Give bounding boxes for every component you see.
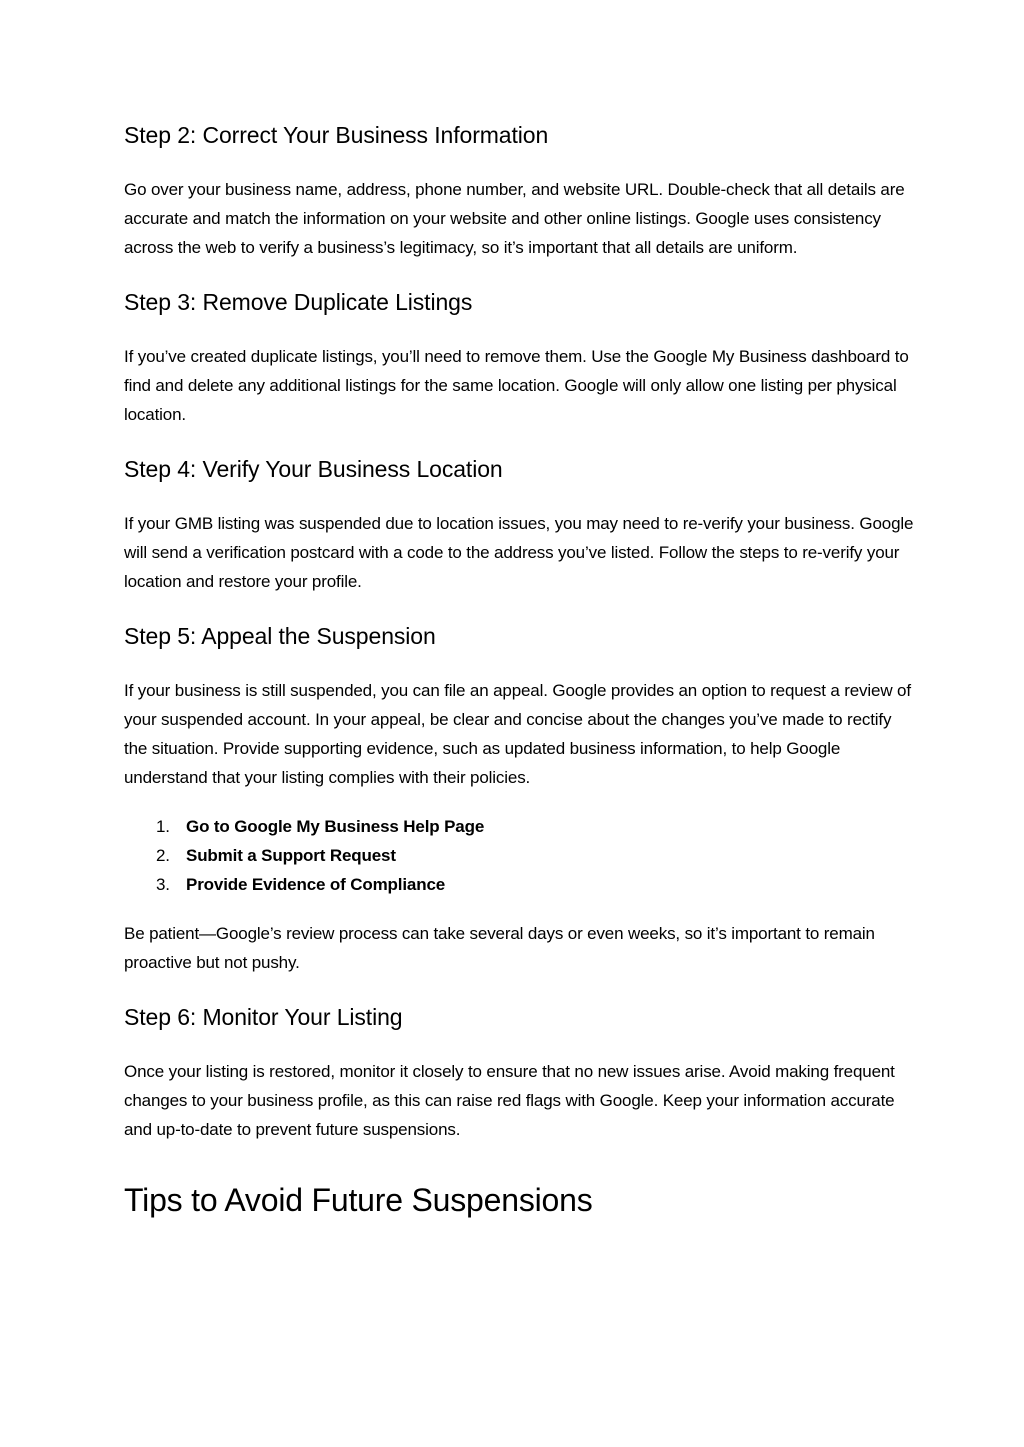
list-item: 1. Go to Google My Business Help Page [156, 817, 485, 836]
section-note-step-5: Be patient—Google’s review process can take several days or even weeks, so it’s important to remain proactive but not pushy. [124, 924, 875, 972]
section-heading-step-4: Step 4: Verify Your Business Location [124, 456, 503, 482]
list-item: 3. Provide Evidence of Compliance [156, 875, 446, 894]
section-heading-step-5: Step 5: Appeal the Suspension [124, 623, 436, 649]
list-item: 2. Submit a Support Request [156, 846, 396, 865]
section-body-step-6: Once your listing is restored, monitor it closely to ensure that no new issues arise. Avoid making frequent changes to your business profile, as this can raise red flags with Google. Keep your information accurate and up-to-date to prevent future suspensions. [124, 1062, 895, 1139]
section-body-step-3: If you’ve created duplicate listings, you’ll need to remove them. Use the Google My Business dashboard to find and delete any additional listings for the same location. Google will only allow one listing per physical location. [124, 347, 909, 424]
section-heading-step-2: Step 2: Correct Your Business Information [124, 122, 549, 148]
tips-heading: Tips to Avoid Future Suspensions [124, 1182, 593, 1218]
appeal-steps-list [124, 812, 914, 899]
section-body-step-5: If your business is still suspended, you can file an appeal. Google provides an option to request a review of your suspended account. In your appeal, be clear and concise about the changes you’ve made to rectify the situation. Provide supporting evidence, such as updated business information, to help Google understand that your listing complies with their policies. [124, 681, 911, 787]
document-page [124, 120, 914, 1220]
section-heading-step-3: Step 3: Remove Duplicate Listings [124, 289, 473, 315]
section-body-step-2: Go over your business name, address, phone number, and website URL. Double-check that all details are accurate and match the information on your website and other online listings. Google uses consistency across the web to verify a business’s legitimacy, so it’s important that all details are uniform. [124, 180, 905, 257]
section-body-step-4: If your GMB listing was suspended due to location issues, you may need to re-verify your business. Google will send a verification postcard with a code to the address you’ve listed. Follow the steps to re-verify your location and restore your profile. [124, 514, 914, 591]
section-heading-step-6: Step 6: Monitor Your Listing [124, 1004, 403, 1030]
